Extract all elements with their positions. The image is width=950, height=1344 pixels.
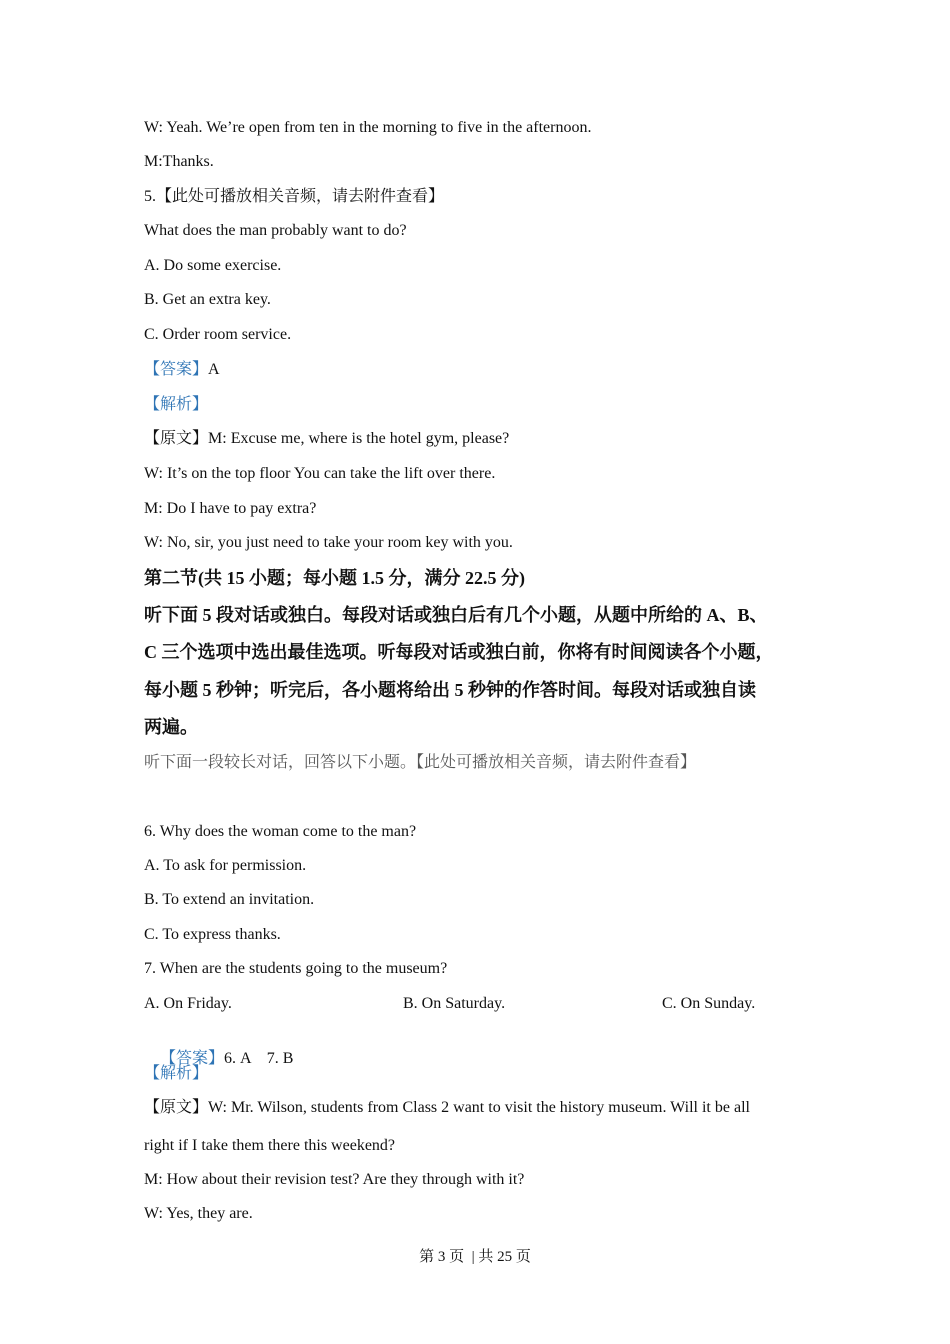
section-instructions: C 三个选项中选出最佳选项。听每段对话或独白前，你将有时间阅读各个小题，: [144, 642, 774, 662]
section-instructions: 两遍。: [144, 717, 198, 737]
section-instructions: 听下面 5 段对话或独白。每段对话或独白后有几个小题，从题中所给的 A、B、: [144, 605, 768, 625]
dialogue-line: M:Thanks.: [144, 153, 214, 170]
option-c: C. To express thanks.: [144, 926, 281, 943]
transcript-line: M: Do I have to pay extra?: [144, 500, 317, 517]
transcript-line: [144, 1098, 750, 1118]
option-a: A. To ask for permission.: [144, 857, 307, 874]
transcript-line: W: It’s on the top floor You can take the lift over there.: [144, 465, 496, 482]
option-a: A. Do some exercise.: [144, 257, 282, 274]
answer-label: 【答案】: [144, 361, 209, 378]
transcript-line: W: No, sir, you just need to take your room key with you.: [144, 534, 513, 551]
option-a: A. On Friday.: [144, 995, 232, 1012]
question-7-text: 7. When are the students going to the museum?: [144, 960, 448, 977]
answer-line: [144, 360, 220, 380]
dialogue-line: W: Yeah. We’re open from ten in the morning to five in the afternoon.: [144, 119, 592, 136]
option-c: C. Order room service.: [144, 326, 292, 343]
option-b: B. To extend an invitation.: [144, 891, 315, 908]
transcript-line: W: Yes, they are.: [144, 1205, 253, 1222]
section-heading: 第二节(共 15 小题；每小题 1.5 分，满分 22.5 分): [144, 568, 525, 588]
answer-value: A: [208, 361, 220, 378]
page-footer: 第 3 页 | 共 25 页: [419, 1249, 531, 1265]
question-6-text: 6. Why does the woman come to the man?: [144, 823, 417, 840]
question-5-text: What does the man probably want to do?: [144, 222, 407, 239]
transcript-line: M: How about their revision test? Are they through with it?: [144, 1171, 525, 1188]
option-b: B. On Saturday.: [403, 995, 506, 1012]
answer-value: 6. A 7. B: [224, 1050, 294, 1067]
option-b: B. Get an extra key.: [144, 291, 271, 308]
original-label: 【原文】: [144, 430, 209, 447]
listen-note: 听下面一段较长对话，回答以下小题。【此处可播放相关音频，请去附件查看】: [144, 754, 697, 771]
question-5-number: 5.【此处可播放相关音频，请去附件查看】: [144, 188, 445, 205]
transcript-line: [144, 429, 509, 449]
original-label: 【原文】: [144, 1099, 209, 1116]
option-c: C. On Sunday.: [662, 995, 756, 1012]
transcript-text: W: Mr. Wilson, students from Class 2 want to visit the history museum. Will it be all: [208, 1099, 750, 1116]
transcript-line: right if I take them there this weekend?: [144, 1137, 396, 1154]
answer-label: 【答案】: [160, 1050, 225, 1067]
analysis-label: 【解析】: [144, 396, 209, 413]
analysis-label: 【解析】: [144, 1065, 209, 1082]
section-instructions: 每小题 5 秒钟；听完后，各小题将给出 5 秒钟的作答时间。每段对话或独自读: [144, 680, 756, 700]
transcript-text: M: Excuse me, where is the hotel gym, please?: [208, 430, 510, 447]
